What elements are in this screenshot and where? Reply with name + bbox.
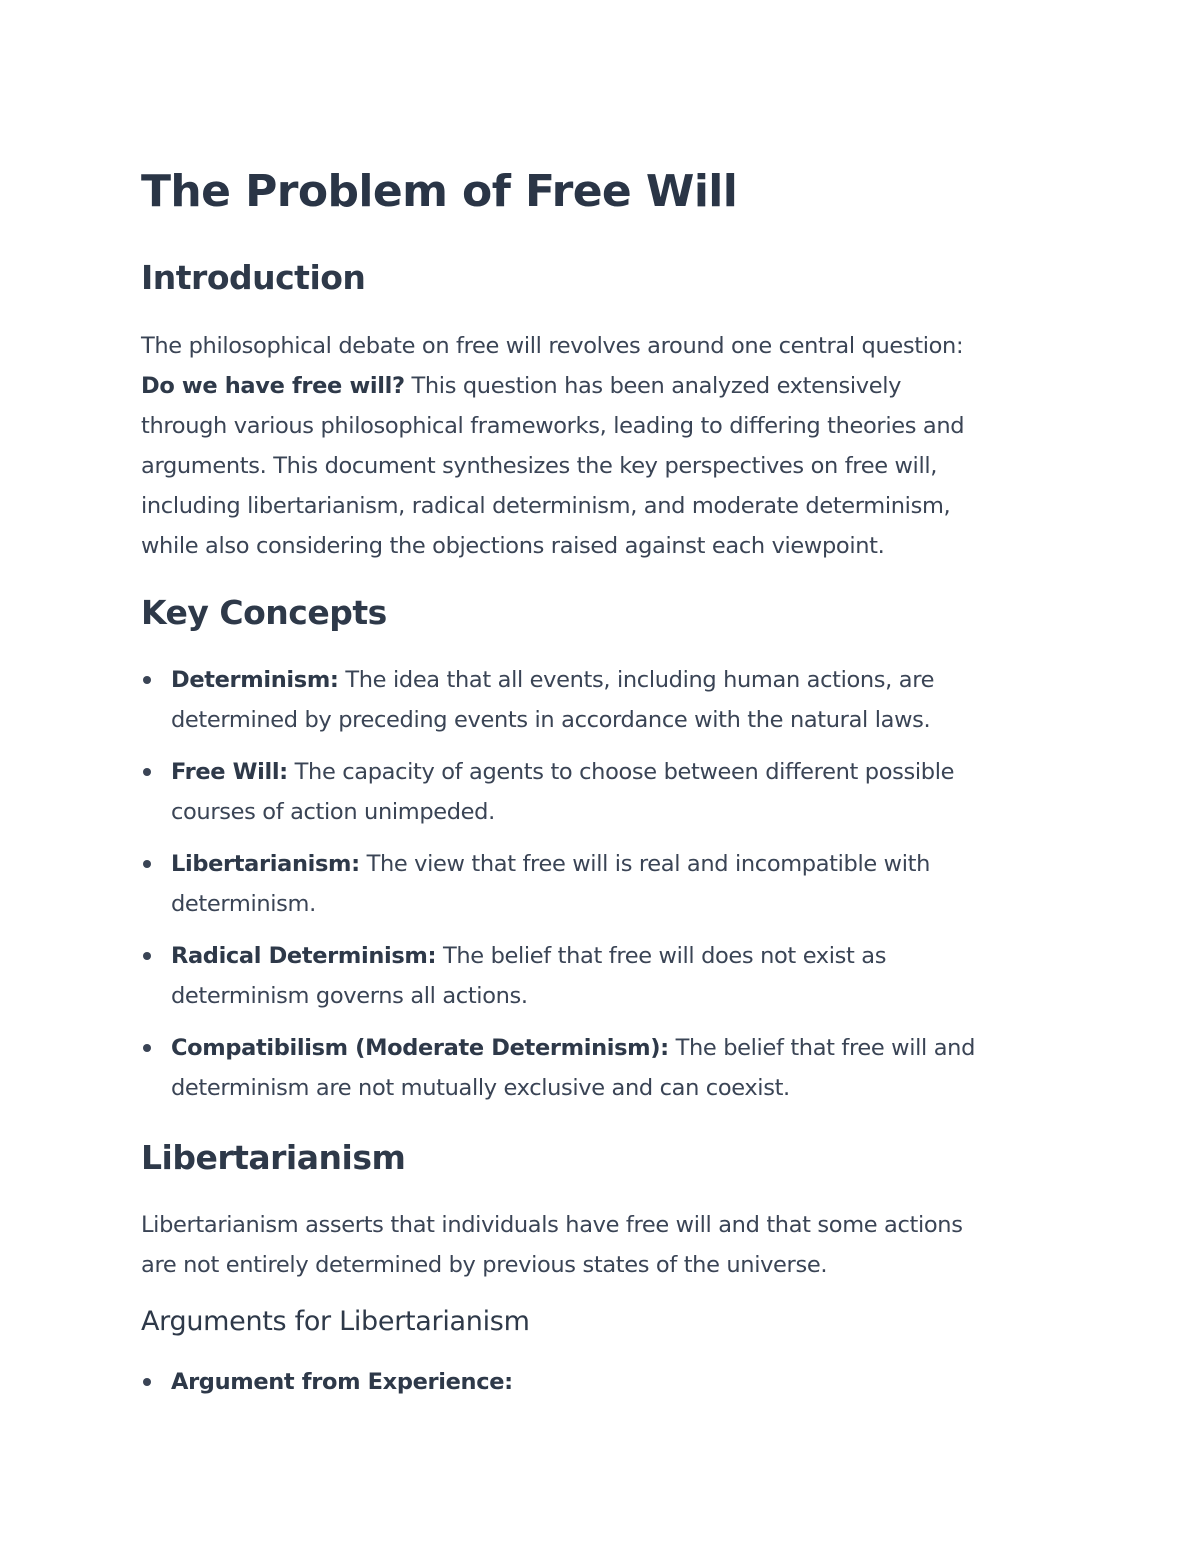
bullet-icon	[143, 952, 151, 960]
bullet-icon	[143, 1378, 151, 1386]
subsection-heading-arguments: Arguments for Libertarianism	[141, 1306, 530, 1337]
list-item	[141, 660, 975, 740]
concept-definition: determined by preceding events in accordance with the natural laws.	[171, 707, 931, 733]
bullet-icon	[143, 676, 151, 684]
section-heading-libertarianism: Libertarianism	[141, 1138, 406, 1177]
key-question: Do we have free will?	[141, 373, 405, 399]
concept-definition: The idea that all events, including human actions, are	[338, 667, 935, 693]
paragraph-line: The philosophical debate on free will revolves around one central question:	[141, 333, 964, 359]
concept-term: Determinism:	[171, 667, 339, 693]
paragraph-line: while also considering the objections raised against each viewpoint.	[141, 533, 885, 559]
paragraph-line: arguments. This document synthesizes the key perspectives on free will,	[141, 453, 938, 479]
list-item	[141, 1362, 513, 1402]
introduction-paragraph	[141, 326, 964, 566]
paragraph-line: including libertarianism, radical determinism, and moderate determinism,	[141, 493, 951, 519]
list-item	[141, 1028, 975, 1108]
argument-term: Argument from Experience:	[171, 1369, 513, 1395]
paragraph-line: Libertarianism asserts that individuals have free will and that some actions	[141, 1212, 963, 1238]
concept-term: Free Will:	[171, 759, 288, 785]
paragraph-line: are not entirely determined by previous states of the universe.	[141, 1252, 828, 1278]
list-item	[141, 844, 975, 924]
concept-term: Compatibilism (Moderate Determinism):	[171, 1035, 669, 1061]
concept-definition: determinism are not mutually exclusive and can coexist.	[171, 1075, 790, 1101]
concept-term: Libertarianism:	[171, 851, 360, 877]
section-heading-introduction: Introduction	[141, 258, 366, 297]
list-item	[141, 752, 975, 832]
concept-definition: courses of action unimpeded.	[171, 799, 495, 825]
document-title: The Problem of Free Will	[141, 166, 738, 217]
section-heading-key-concepts: Key Concepts	[141, 593, 387, 632]
concept-term: Radical Determinism:	[171, 943, 437, 969]
concept-definition: The capacity of agents to choose between different possible	[287, 759, 955, 785]
concept-definition: The view that free will is real and incompatible with	[359, 851, 931, 877]
arguments-list	[141, 1362, 513, 1414]
concept-definition: The belief that free will and	[668, 1035, 976, 1061]
bullet-icon	[143, 860, 151, 868]
paragraph-line: Do we have free will? This question has been analyzed extensively	[141, 373, 902, 399]
list-item	[141, 936, 975, 1016]
key-concepts-list	[141, 660, 975, 1120]
bullet-icon	[143, 768, 151, 776]
concept-definition: determinism governs all actions.	[171, 983, 528, 1009]
concept-definition: The belief that free will does not exist as	[436, 943, 887, 969]
bullet-icon	[143, 1044, 151, 1052]
concept-definition: determinism.	[171, 891, 316, 917]
paragraph-line: through various philosophical frameworks, leading to differing theories and	[141, 413, 965, 439]
libertarianism-paragraph	[141, 1205, 963, 1285]
